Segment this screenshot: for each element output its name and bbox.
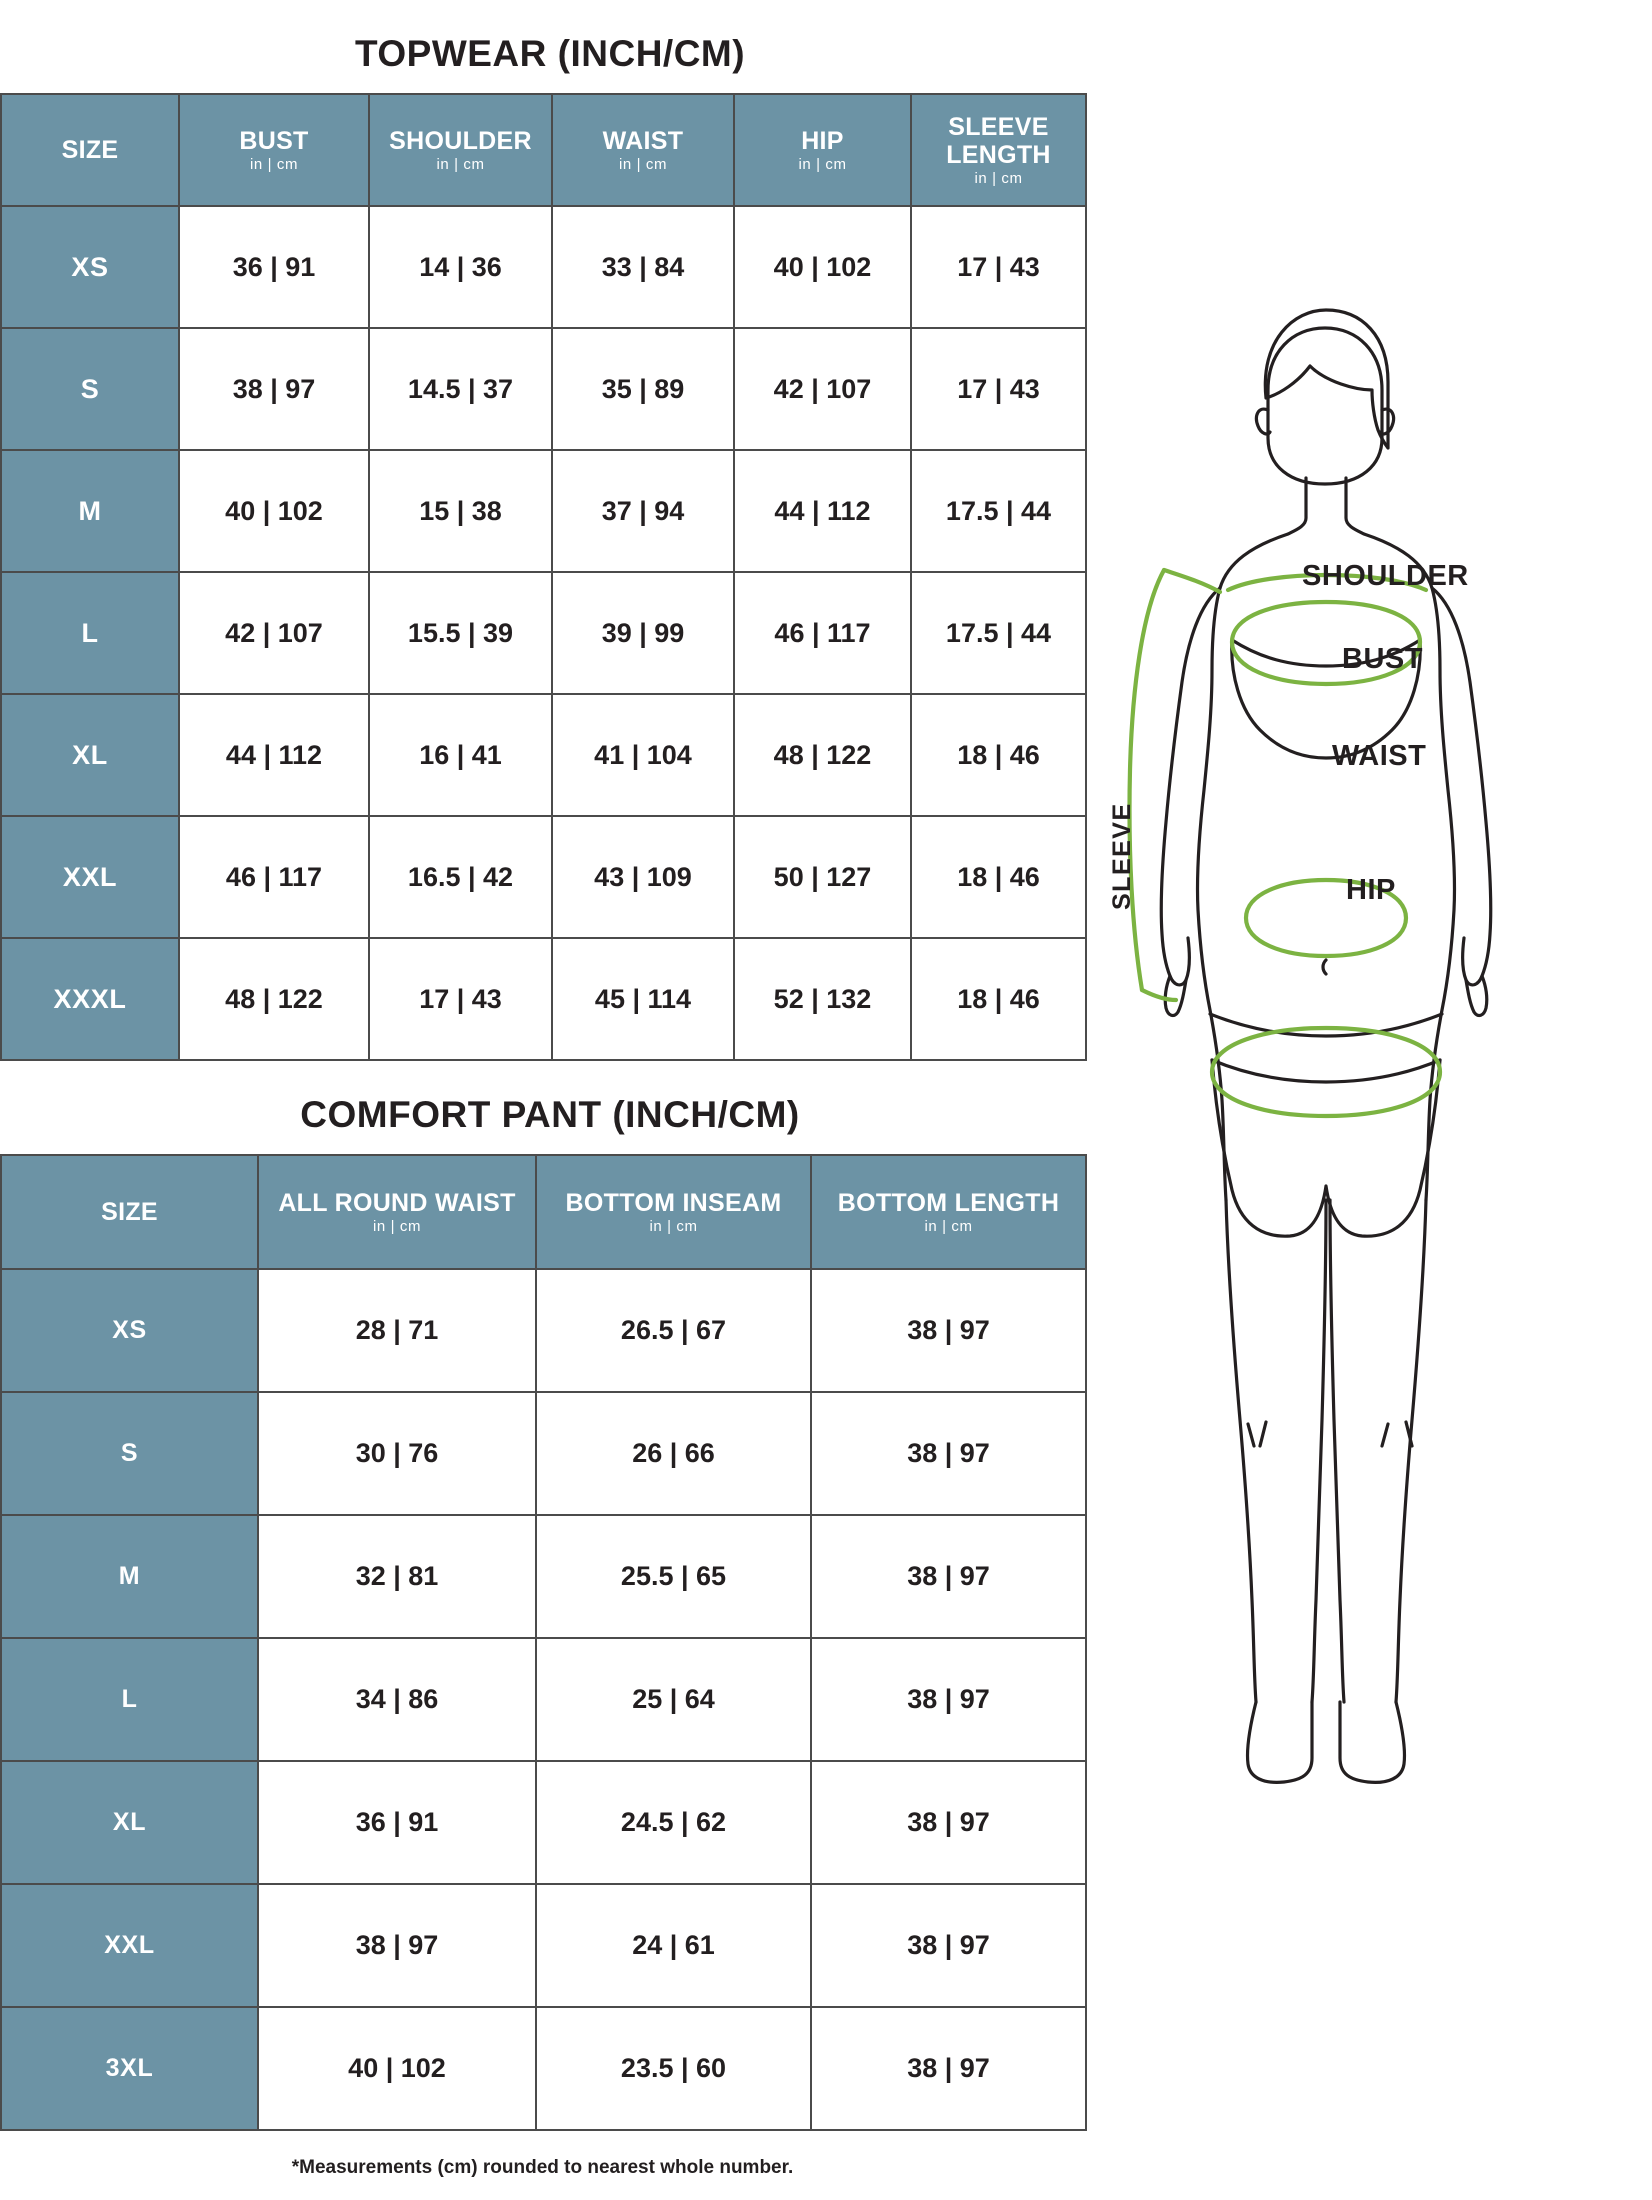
pant-title: COMFORT PANT (INCH/CM) [300,1094,800,1135]
cell-size: XL [1,694,179,816]
cell-bust: 38 | 97 [179,328,369,450]
cell-size: M [1,1515,258,1638]
cell-waist: 39 | 99 [552,572,734,694]
cell-sleeve: 17 | 43 [911,328,1086,450]
cell-hip: 50 | 127 [734,816,911,938]
cell-hip: 44 | 112 [734,450,911,572]
table-row [1,694,1086,816]
cell-hip: 42 | 107 [734,328,911,450]
table-row [1,1884,1086,2007]
figure-label-shoulder: SHOULDER [1302,560,1469,592]
column-header-bottom-length: BOTTOM LENGTH in | cm [811,1155,1086,1269]
cell-sleeve: 18 | 46 [911,694,1086,816]
cell-waist: 41 | 104 [552,694,734,816]
cell-hip: 48 | 122 [734,694,911,816]
female-body-outline-icon [1120,270,1640,1970]
cell-all-round-waist: 36 | 91 [258,1761,536,1884]
column-header-hip: HIP in | cm [734,94,911,206]
table-row [1,938,1086,1060]
column-header-size: SIZE [1,94,179,206]
cell-bottom-length: 38 | 97 [811,1638,1086,1761]
cell-shoulder: 16.5 | 42 [369,816,552,938]
cell-all-round-waist: 30 | 76 [258,1392,536,1515]
cell-shoulder: 17 | 43 [369,938,552,1060]
table-row [1,572,1086,694]
cell-hip: 46 | 117 [734,572,911,694]
cell-size: XS [1,206,179,328]
figure-label-hip: HIP [1346,874,1396,906]
topwear-title: TOPWEAR (INCH/CM) [354,33,746,74]
cell-bust: 44 | 112 [179,694,369,816]
pant-size-table [0,1154,1087,2131]
figure-label-sleeve: SLEEVE [1108,802,1136,910]
column-header-waist: WAIST in | cm [552,94,734,206]
cell-size: S [1,1392,258,1515]
cell-bottom-length: 38 | 97 [811,1269,1086,1392]
cell-bottom-inseam: 23.5 | 60 [536,2007,811,2130]
cell-size: L [1,572,179,694]
cell-bottom-length: 38 | 97 [811,2007,1086,2130]
cell-bust: 40 | 102 [179,450,369,572]
cell-size: XXXL [1,938,179,1060]
cell-shoulder: 14.5 | 37 [369,328,552,450]
cell-waist: 43 | 109 [552,816,734,938]
cell-sleeve: 17.5 | 44 [911,572,1086,694]
cell-waist: 45 | 114 [552,938,734,1060]
cell-bottom-length: 38 | 97 [811,1761,1086,1884]
topwear-size-table [0,93,1087,1061]
cell-all-round-waist: 32 | 81 [258,1515,536,1638]
cell-bottom-inseam: 25 | 64 [536,1638,811,1761]
cell-shoulder: 15.5 | 39 [369,572,552,694]
cell-all-round-waist: 38 | 97 [258,1884,536,2007]
measurement-footnote: *Measurements (cm) rounded to nearest whole number. [291,2157,794,2178]
table-row [1,816,1086,938]
column-header-shoulder: SHOULDER in | cm [369,94,552,206]
cell-bottom-inseam: 26 | 66 [536,1392,811,1515]
cell-bottom-inseam: 25.5 | 65 [536,1515,811,1638]
cell-bust: 48 | 122 [179,938,369,1060]
cell-shoulder: 14 | 36 [369,206,552,328]
cell-bottom-inseam: 26.5 | 67 [536,1269,811,1392]
cell-size: M [1,450,179,572]
table-row [1,1515,1086,1638]
cell-all-round-waist: 34 | 86 [258,1638,536,1761]
cell-waist: 37 | 94 [552,450,734,572]
cell-bottom-length: 38 | 97 [811,1515,1086,1638]
cell-bottom-inseam: 24 | 61 [536,1884,811,2007]
cell-bust: 36 | 91 [179,206,369,328]
cell-size: XL [1,1761,258,1884]
cell-bottom-length: 38 | 97 [811,1392,1086,1515]
cell-hip: 52 | 132 [734,938,911,1060]
figure-label-waist: WAIST [1332,740,1427,772]
cell-waist: 33 | 84 [552,206,734,328]
cell-hip: 40 | 102 [734,206,911,328]
table-row [1,450,1086,572]
column-header-bottom-inseam: BOTTOM INSEAM in | cm [536,1155,811,1269]
body-measurement-figure [1108,270,1640,1970]
cell-bottom-length: 38 | 97 [811,1884,1086,2007]
cell-size: 3XL [1,2007,258,2130]
table-row [1,2007,1086,2130]
cell-size: XS [1,1269,258,1392]
cell-shoulder: 16 | 41 [369,694,552,816]
table-header-row [1,1155,1086,1269]
sleeve-measure-line [1130,570,1165,990]
table-row [1,328,1086,450]
table-row [1,1269,1086,1392]
figure-label-bust: BUST [1342,643,1423,675]
cell-size: S [1,328,179,450]
column-header-size: SIZE [1,1155,258,1269]
table-header-row [1,94,1086,206]
cell-sleeve: 17 | 43 [911,206,1086,328]
table-row [1,1638,1086,1761]
cell-waist: 35 | 89 [552,328,734,450]
cell-bust: 46 | 117 [179,816,369,938]
cell-bust: 42 | 107 [179,572,369,694]
table-row [1,1392,1086,1515]
column-header-sleeve-length: SLEEVE LENGTH in | cm [911,94,1086,206]
cell-size: XXL [1,816,179,938]
cell-all-round-waist: 40 | 102 [258,2007,536,2130]
column-header-all-round-waist: ALL ROUND WAIST in | cm [258,1155,536,1269]
column-header-bust: BUST in | cm [179,94,369,206]
table-row [1,1761,1086,1884]
cell-bottom-inseam: 24.5 | 62 [536,1761,811,1884]
cell-shoulder: 15 | 38 [369,450,552,572]
cell-all-round-waist: 28 | 71 [258,1269,536,1392]
cell-sleeve: 18 | 46 [911,816,1086,938]
cell-sleeve: 17.5 | 44 [911,450,1086,572]
cell-size: L [1,1638,258,1761]
cell-size: XXL [1,1884,258,2007]
cell-sleeve: 18 | 46 [911,938,1086,1060]
table-row [1,206,1086,328]
